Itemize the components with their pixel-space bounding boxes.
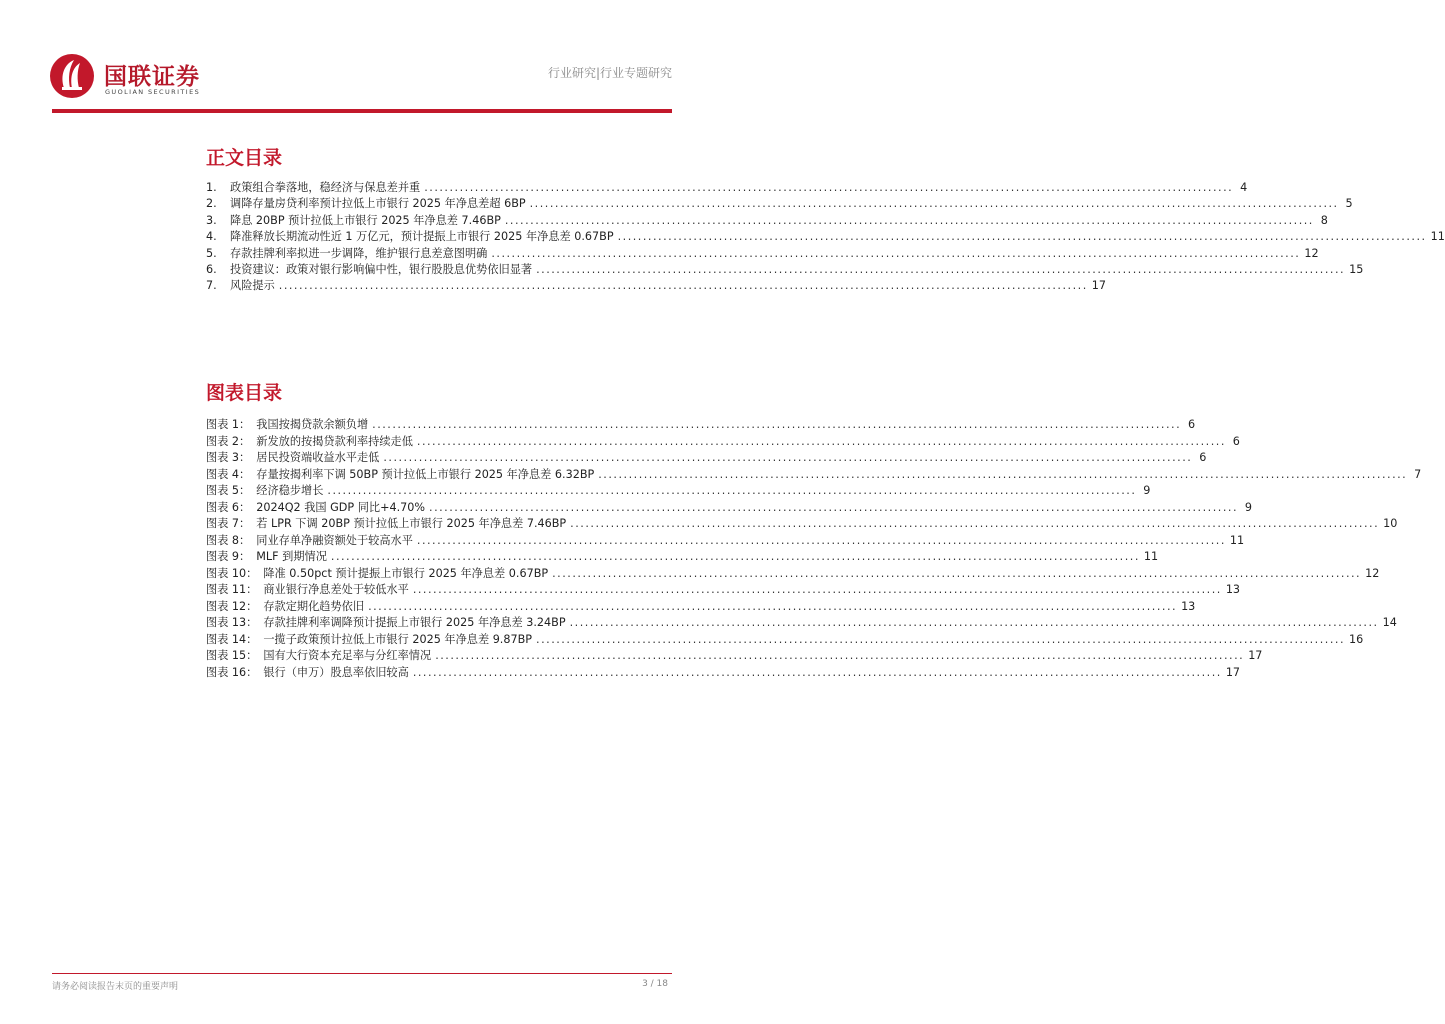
- logo-chinese-name: 国联证券: [104, 64, 200, 90]
- figure-label: 图表 8：: [206, 533, 251, 547]
- company-logo: [48, 52, 228, 102]
- dot-leader: [570, 615, 1379, 632]
- entry-title: 存款挂牌利率拟进一步调降，维护银行息差意图明确: [230, 246, 488, 260]
- entry-page-number: 14: [1382, 616, 1397, 629]
- entry-title: 经济稳步增长: [256, 484, 324, 497]
- figure-entry[interactable]: [206, 566, 1380, 583]
- figure-entry[interactable]: [206, 516, 1398, 533]
- figure-entry[interactable]: [206, 533, 1245, 550]
- figures-list: [206, 417, 1422, 681]
- entry-page-number: 6: [1199, 451, 1207, 464]
- entry-title: 降息 20BP 预计拉低上市银行 2025 年净息差 7.46BP: [230, 213, 501, 227]
- entry-title: 若 LPR 下调 20BP 预计拉低上市银行 2025 年净息差 7.46BP: [256, 517, 567, 530]
- dot-leader: [279, 278, 1088, 294]
- entry-page-number: 6: [1188, 418, 1196, 431]
- figure-label: 图表 16：: [206, 665, 258, 679]
- dot-leader: [331, 549, 1140, 566]
- entry-title: 新发放的按揭贷款利率持续走低: [256, 434, 413, 448]
- entry-page-number: 9: [1143, 484, 1151, 497]
- entry-page-number: 4: [1240, 181, 1248, 194]
- dot-leader: [552, 566, 1361, 583]
- footer-disclaimer: 请务必阅读报告末页的重要声明: [52, 982, 179, 992]
- figure-label: 图表 2：: [206, 434, 251, 448]
- entry-title: 风险提示: [230, 279, 275, 293]
- header-divider: [52, 109, 672, 113]
- entry-page-number: 8: [1320, 213, 1328, 227]
- dot-leader: [417, 434, 1226, 451]
- entry-title: 我国按揭贷款余额负增: [256, 418, 369, 431]
- entry-title: 投资建议：政策对银行影响偏中性，银行股股息优势依旧显著: [230, 262, 533, 276]
- toc-entry[interactable]: [206, 246, 1319, 262]
- entry-title: 存款挂牌利率调降预计提振上市银行 2025 年净息差 3.24BP: [263, 616, 566, 629]
- entry-title: 降准 0.50pct 预计提振上市银行 2025 年净息差 0.67BP: [263, 566, 549, 580]
- entry-page-number: 16: [1349, 632, 1364, 646]
- dot-leader: [435, 648, 1244, 665]
- figure-entry[interactable]: [206, 467, 1422, 484]
- entry-title: 存量按揭利率下调 50BP 预计拉低上市银行 2025 年净息差 6.32BP: [256, 467, 595, 481]
- entry-page-number: 11: [1430, 230, 1445, 244]
- figure-entry[interactable]: [206, 582, 1241, 599]
- dot-leader: [413, 582, 1222, 599]
- dot-leader: [413, 665, 1222, 682]
- toc-item-number: 7.: [206, 279, 217, 293]
- entry-page-number: 12: [1304, 246, 1319, 260]
- logo-english-name: GUOLIAN SECURITIES: [105, 88, 201, 96]
- figure-entry[interactable]: [206, 500, 1253, 517]
- dot-leader: [505, 213, 1314, 229]
- figure-entry[interactable]: [206, 665, 1241, 682]
- toc-title: 正文目录: [206, 147, 283, 169]
- entry-page-number: 17: [1091, 279, 1107, 293]
- figure-label: 图表 4：: [206, 467, 251, 481]
- report-category: 行业研究|行业专题研究: [547, 66, 672, 80]
- figure-entry[interactable]: [206, 450, 1207, 467]
- toc-entry[interactable]: [206, 213, 1328, 229]
- entry-page-number: 7: [1414, 467, 1422, 481]
- figure-label: 图表 14：: [206, 632, 258, 646]
- dot-leader: [424, 180, 1233, 196]
- entry-page-number: 17: [1248, 649, 1263, 662]
- figure-entry[interactable]: [206, 434, 1240, 451]
- figure-label: 图表 5：: [206, 484, 251, 497]
- entry-title: 2024Q2 我国 GDP 同比+4.70%: [256, 500, 426, 514]
- figure-label: 图表 11：: [206, 583, 258, 596]
- toc-entry[interactable]: [206, 180, 1248, 196]
- entry-page-number: 13: [1181, 599, 1196, 613]
- dot-leader: [598, 467, 1407, 484]
- page-header: [0, 0, 724, 118]
- entry-page-number: 5: [1345, 197, 1353, 211]
- dot-leader: [368, 599, 1177, 616]
- toc-entry[interactable]: [206, 229, 1445, 245]
- toc-entry[interactable]: [206, 196, 1353, 212]
- entry-page-number: 12: [1365, 566, 1380, 580]
- dot-leader: [570, 516, 1379, 533]
- dot-leader: [618, 229, 1427, 245]
- figure-entry[interactable]: [206, 632, 1364, 649]
- entry-page-number: 13: [1225, 583, 1241, 596]
- dot-leader: [536, 262, 1345, 278]
- toc-item-number: 2.: [206, 197, 217, 211]
- figure-label: 图表 3：: [206, 451, 251, 464]
- entry-page-number: 11: [1229, 533, 1245, 547]
- entry-title: 存款定期化趋势依旧: [263, 599, 365, 613]
- entry-title: 商业银行净息差处于较低水平: [263, 583, 409, 596]
- entry-page-number: 15: [1349, 262, 1364, 276]
- entry-title: 降准释放长期流动性近 1 万亿元，预计提振上市银行 2025 年净息差 0.67BP: [230, 230, 614, 244]
- figure-entry[interactable]: [206, 549, 1159, 566]
- figures-title: 图表目录: [206, 382, 283, 404]
- figure-entry[interactable]: [206, 648, 1263, 665]
- toc-list: [206, 180, 1445, 295]
- dot-leader: [536, 632, 1345, 649]
- footer-divider: [52, 973, 672, 974]
- entry-title: 同业存单净融资额处于较高水平: [256, 533, 413, 547]
- figure-entry[interactable]: [206, 483, 1151, 500]
- dot-leader: [383, 450, 1192, 467]
- entry-page-number: 9: [1244, 500, 1253, 514]
- entry-title: 国有大行资本充足率与分红率情况: [263, 649, 432, 662]
- page-number: 3 / 18: [642, 979, 668, 989]
- figure-label: 图表 9：: [206, 550, 251, 563]
- figure-label: 图表 7：: [206, 517, 251, 530]
- dot-leader: [417, 533, 1226, 550]
- entry-title: 银行（申万）股息率依旧较高: [263, 665, 409, 679]
- figure-label: 图表 15：: [206, 649, 258, 662]
- figure-label: 图表 10：: [206, 566, 258, 580]
- toc-item-number: 3.: [206, 213, 217, 227]
- entry-title: 调降存量房贷利率预计拉低上市银行 2025 年净息差超 6BP: [230, 197, 526, 211]
- toc-item-number: 5.: [206, 246, 217, 260]
- figure-label: 图表 1：: [206, 418, 251, 431]
- figure-label: 图表 12：: [206, 599, 258, 613]
- figure-label: 图表 6：: [206, 500, 251, 514]
- dot-leader: [372, 417, 1181, 434]
- toc-entry[interactable]: [206, 278, 1107, 294]
- toc-item-number: 6.: [206, 262, 217, 276]
- logo-mark-icon: [48, 52, 96, 100]
- entry-page-number: 6: [1232, 434, 1240, 448]
- figure-entry[interactable]: [206, 615, 1397, 632]
- entry-page-number: 10: [1383, 517, 1398, 530]
- toc-item-number: 4.: [206, 230, 217, 244]
- dot-leader: [327, 483, 1136, 500]
- entry-title: MLF 到期情况: [256, 550, 327, 563]
- toc-entry[interactable]: [206, 262, 1364, 278]
- toc-item-number: 1.: [206, 181, 217, 194]
- entry-title: 居民投资端收益水平走低: [256, 451, 380, 464]
- entry-page-number: 17: [1225, 665, 1241, 679]
- entry-title: 一揽子政策预计拉低上市银行 2025 年净息差 9.87BP: [263, 632, 533, 646]
- dot-leader: [429, 500, 1238, 517]
- figure-entry[interactable]: [206, 599, 1196, 616]
- figure-entry[interactable]: [206, 417, 1196, 434]
- dot-leader: [530, 196, 1339, 212]
- entry-page-number: 11: [1143, 550, 1159, 563]
- dot-leader: [491, 246, 1300, 262]
- figure-label: 图表 13：: [206, 616, 258, 629]
- entry-title: 政策组合拳落地，稳经济与保息差并重: [230, 181, 421, 194]
